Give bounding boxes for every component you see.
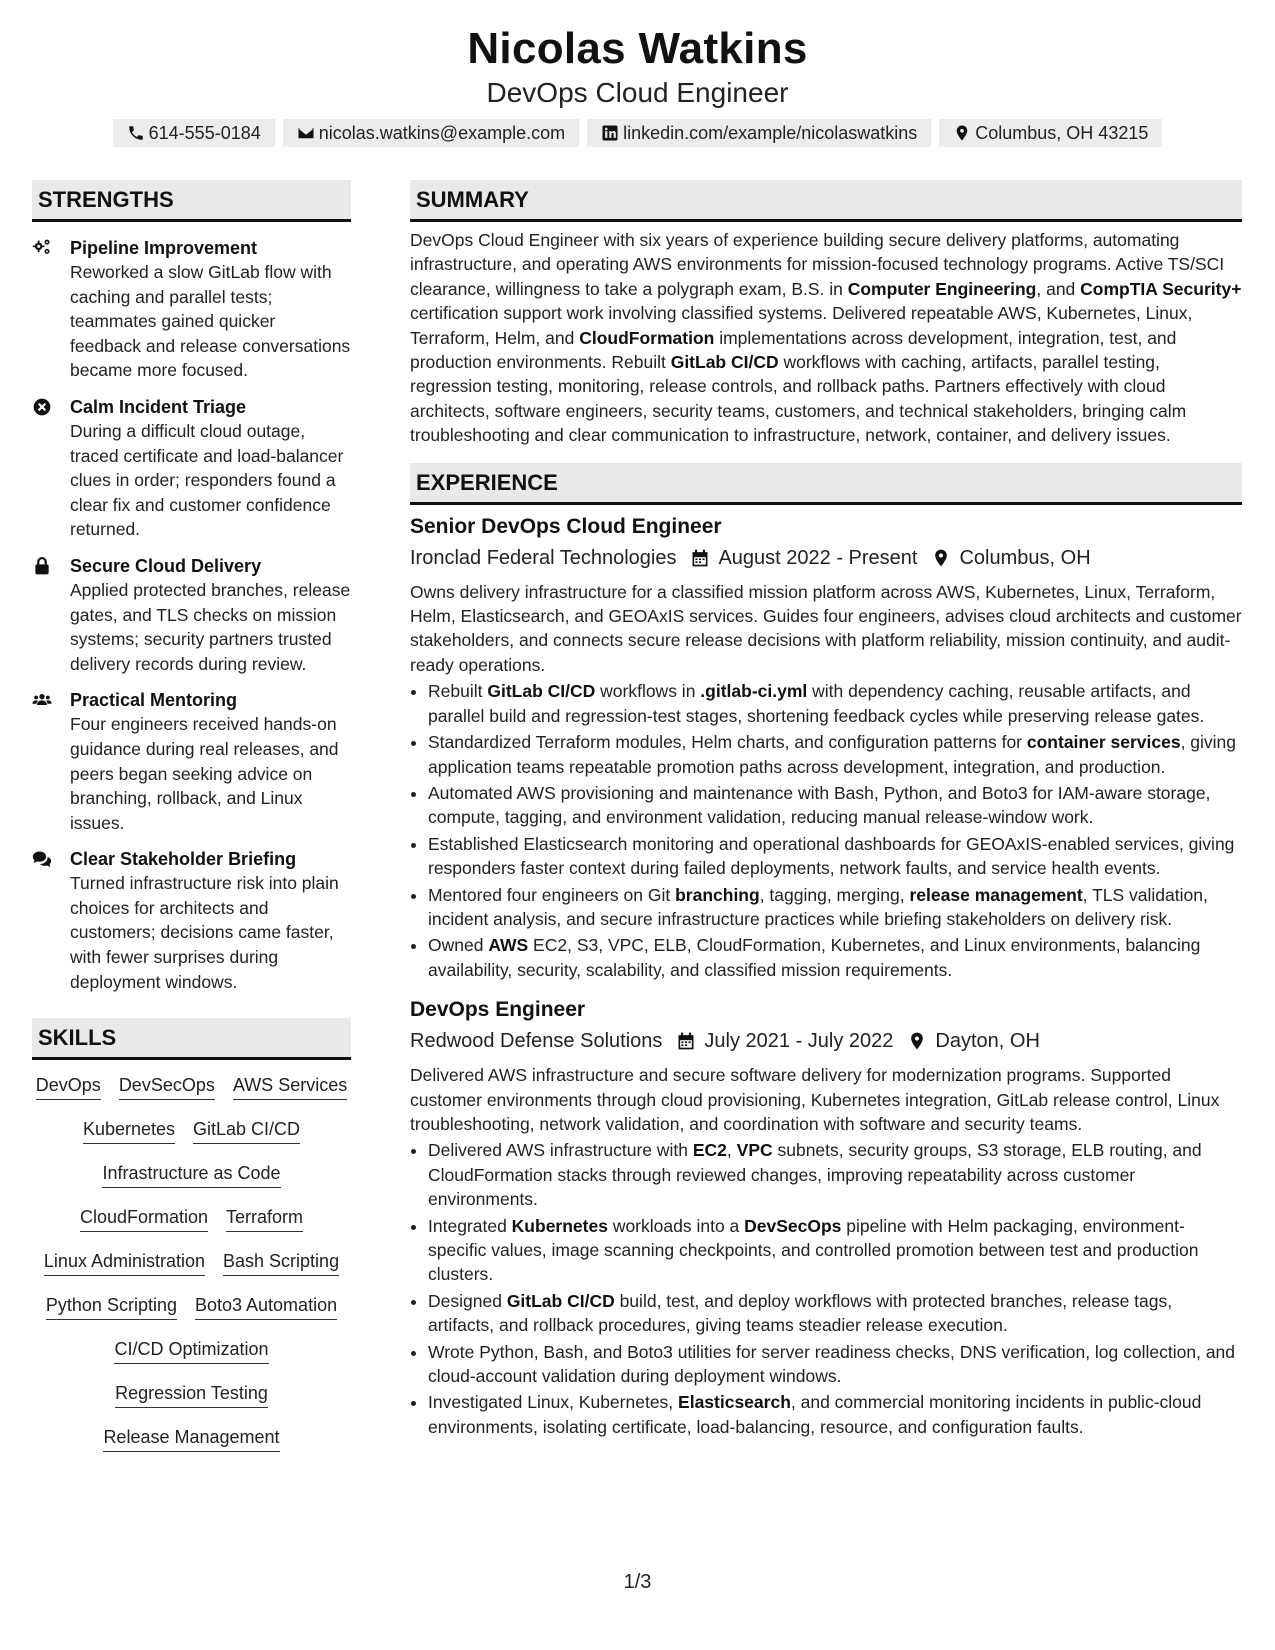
contact-phone[interactable] xyxy=(113,119,275,147)
left-column xyxy=(32,180,351,1452)
skill-tag: CloudFormation xyxy=(80,1206,208,1232)
bullet-text: Established Elasticsearch monitoring and operational dashboards for GEOAxIS-enabled services, giving responders faster context during failed deployments, network faults, and service health events. xyxy=(428,833,1235,879)
skill-tag: Infrastructure as Code xyxy=(102,1162,280,1188)
bullet-text: EC2, S3, VPC, ELB, CloudFormation, Kubernetes, and Linux environments, balancing availability, security, scalability, and classified mission requirements. xyxy=(428,935,1201,980)
job-entry xyxy=(410,996,1242,1439)
job-company: Ironclad Federal Technologies xyxy=(410,546,677,569)
summary-segment: certification support work involving classified systems. Delivered repeatable AWS, Kubernetes, Linux, Terraform, Helm, and xyxy=(410,303,1193,348)
page-number: 1/3 xyxy=(623,1571,652,1593)
summary-segment: DevOps Cloud Engineer with six years of experience building secure delivery platforms, automating infrastructure, and operating AWS environments for mission-focused technology programs. Active TS/SCI clearance, willingness to take a polygraph exam, B.S. in xyxy=(410,230,1225,299)
strength-title: Clear Stakeholder Briefing xyxy=(70,849,297,870)
bullet-text: Automated AWS provisioning and maintenance with Bash, Python, and Boto3 for IAM-aware storage, compute, tagging, and environment validation, reducing manual release-window work. xyxy=(428,782,1211,828)
job-meta xyxy=(410,1027,1242,1055)
bullet-text: Investigated Linux, Kubernetes, xyxy=(428,1392,679,1413)
summary-segment: workflows with caching, artifacts, parallel testing, regression testing, monitoring, release controls, and rollback paths. Partners effectively with cloud architects, software engineers, security teams, customers, and technical stakeholders, bringing calm troubleshooting and clear communication to infrastructure, network, container, and delivery issues. xyxy=(410,352,1187,446)
strengths-heading: STRENGTHS xyxy=(32,180,351,222)
bullet-emphasis: branching xyxy=(675,884,760,905)
skill-tag: GitLab CI/CD xyxy=(193,1118,300,1144)
skill-tag: CI/CD Optimization xyxy=(114,1338,268,1364)
bullet-text: pipeline with Helm packaging, environment-specific values, image scanning checkpoints, and controlled promotion between test and production clusters. xyxy=(428,1215,1199,1285)
bullet-emphasis: Kubernetes xyxy=(511,1215,608,1236)
bullet-item xyxy=(428,933,1242,982)
summary-emphasis: Computer Engineering xyxy=(847,278,1037,299)
bullet-item xyxy=(428,1390,1242,1439)
map-marker-icon xyxy=(931,548,951,568)
bullet-text: , giving application teams repeatable promotion paths across development, integration, and production. xyxy=(428,732,1237,777)
bullet-text: , and commercial monitoring incidents in public-cloud environments, isolating certificate, load-balancing, resource, and configuration faults. xyxy=(428,1392,1202,1437)
bullet-text: , xyxy=(726,1140,737,1161)
skill-tag: Python Scripting xyxy=(46,1294,177,1320)
bullet-item xyxy=(428,883,1242,932)
bullet-item xyxy=(428,832,1242,881)
skills-heading: SKILLS xyxy=(32,1018,351,1060)
bullet-text: Mentored four engineers on Git xyxy=(428,884,676,905)
map-marker-icon xyxy=(953,124,971,142)
calendar-icon xyxy=(690,548,710,568)
skill-tag: DevSecOps xyxy=(119,1074,215,1100)
bullet-emphasis: .gitlab-ci.yml xyxy=(700,681,808,702)
envelope-icon xyxy=(297,124,315,142)
skill-tag: DevOps xyxy=(36,1074,101,1100)
lock-icon xyxy=(32,556,52,576)
contact-text: nicolas.watkins@example.com xyxy=(318,123,566,143)
phone-icon xyxy=(127,124,145,142)
bullet-item xyxy=(428,1214,1242,1287)
skill-tag: Kubernetes xyxy=(83,1118,175,1144)
bullet-emphasis: GitLab CI/CD xyxy=(506,1290,615,1311)
skill-tag: Linux Administration xyxy=(44,1250,205,1276)
bullet-text: Owned xyxy=(428,935,489,956)
contact-bar xyxy=(0,119,1275,147)
strength-title: Pipeline Improvement xyxy=(70,238,258,258)
bullet-text: with dependency caching, reusable artifacts, and parallel build and regression-test stages, shortening feedback cycles while preserving release gates. xyxy=(428,681,1205,726)
candidate-name: Nicolas Watkins xyxy=(467,24,808,73)
times-circle-icon xyxy=(32,397,52,417)
summary-emphasis: CloudFormation xyxy=(579,327,715,348)
strength-desc: During a difficult cloud outage, traced certificate and load-balancer clues in order; responders found a clear fix and customer confidence returned. xyxy=(70,420,344,540)
bullet-emphasis: Elasticsearch xyxy=(678,1392,791,1413)
summary-emphasis: GitLab CI/CD xyxy=(670,352,779,373)
bullet-text: workflows in xyxy=(595,681,701,702)
summary-text xyxy=(410,228,1242,448)
skills-list xyxy=(32,1060,351,1452)
experience-heading: EXPERIENCE xyxy=(410,463,1242,505)
skill-tag: Regression Testing xyxy=(115,1382,268,1408)
bullet-text: workloads into a xyxy=(607,1215,745,1236)
users-icon xyxy=(32,690,52,710)
job-meta xyxy=(410,544,1242,572)
bullet-emphasis: container services xyxy=(1026,732,1181,753)
bullet-text: Standardized Terraform modules, Helm charts, and configuration patterns for xyxy=(428,732,1027,753)
right-column xyxy=(410,180,1242,1441)
skill-tag: Bash Scripting xyxy=(223,1250,339,1276)
job-entry xyxy=(410,513,1242,983)
job-location: Columbus, OH xyxy=(959,546,1091,569)
job-title: Senior DevOps Cloud Engineer xyxy=(410,514,722,538)
bullet-text: build, test, and deploy workflows with protected branches, release tags, artifacts, and rollback procedures, giving teams steadier release execution. xyxy=(428,1290,1173,1336)
linkedin-icon xyxy=(601,124,619,142)
job-description: Owns delivery infrastructure for a classified mission platform across AWS, Kubernetes, Linux, Terraform, Helm, Elasticsearch, and GEOAxIS services. Guides four engineers, advises cloud architects and customer stakeholders, and connects secure release decisions with platform reliability, mission continuity, and audit-ready operations. xyxy=(410,581,1242,675)
strength-title: Secure Cloud Delivery xyxy=(70,555,262,576)
contact-text: Columbus, OH 43215 xyxy=(975,123,1149,143)
job-title: DevOps Engineer xyxy=(410,998,586,1022)
bullet-emphasis: VPC xyxy=(736,1140,773,1161)
contact-text: 614-555-0184 xyxy=(148,123,261,143)
strength-item xyxy=(32,847,351,994)
bullet-text: Delivered AWS infrastructure with xyxy=(428,1140,693,1161)
strength-item xyxy=(32,236,351,383)
summary-emphasis: CompTIA Security+ xyxy=(1080,278,1242,299)
job-company: Redwood Defense Solutions xyxy=(410,1030,663,1053)
bullet-item xyxy=(428,730,1242,779)
gears-icon xyxy=(32,238,52,258)
bullet-emphasis: EC2 xyxy=(692,1140,727,1161)
comments-icon xyxy=(32,849,52,869)
calendar-icon xyxy=(676,1031,696,1051)
bullet-emphasis: release management xyxy=(909,884,1083,905)
bullet-text: Rebuilt xyxy=(428,681,488,702)
strengths-list xyxy=(32,222,351,994)
job-bullets xyxy=(410,1138,1242,1439)
bullet-text: , tagging, merging, xyxy=(759,884,910,905)
bullet-item xyxy=(428,1138,1242,1211)
contact-email[interactable] xyxy=(283,119,579,147)
strength-desc: Turned infrastructure risk into plain choices for architects and customers; decisions came faster, with fewer surprises during deployment windows. xyxy=(70,873,339,992)
bullet-item xyxy=(428,679,1242,728)
map-marker-icon xyxy=(907,1031,927,1051)
strength-item xyxy=(32,554,351,676)
job-bullets xyxy=(410,679,1242,982)
strength-title: Practical Mentoring xyxy=(70,690,238,711)
job-location: Dayton, OH xyxy=(935,1030,1040,1053)
skill-tag: AWS Services xyxy=(233,1074,347,1100)
bullet-text: subnets, security groups, S3 storage, ELB routing, and CloudFormation stacks through reviewed changes, improving repeatability across customer environments. xyxy=(428,1140,1202,1210)
bullet-emphasis: AWS xyxy=(488,935,529,956)
summary-segment: implementations across development, integration, test, and production environments. Rebuilt xyxy=(410,327,1177,373)
bullet-text: Wrote Python, Bash, and Boto3 utilities for server readiness checks, DNS verification, log collection, and cloud-account validation during deployment windows. xyxy=(428,1341,1236,1387)
strength-item xyxy=(32,395,351,542)
bullet-emphasis: DevSecOps xyxy=(744,1215,842,1236)
bullet-item xyxy=(428,1289,1242,1338)
bullet-item xyxy=(428,1340,1242,1389)
skill-tag: Boto3 Automation xyxy=(195,1294,337,1320)
contact-location xyxy=(939,119,1162,147)
resume-header xyxy=(0,0,1275,147)
strength-desc: Four engineers received hands-on guidance during real releases, and peers began seeking advice on branching, rollback, and Linux issues. xyxy=(70,714,339,833)
candidate-title: DevOps Cloud Engineer xyxy=(486,77,789,108)
contact-text: linkedin.com/example/nicolaswatkins xyxy=(623,123,918,143)
bullet-emphasis: GitLab CI/CD xyxy=(487,681,596,702)
summary-segment: , and xyxy=(1036,278,1081,299)
job-dates: August 2022 - Present xyxy=(718,546,918,569)
bullet-item xyxy=(428,781,1242,830)
skill-tag: Terraform xyxy=(226,1206,303,1232)
strength-item xyxy=(32,688,351,835)
job-dates: July 2021 - July 2022 xyxy=(704,1030,894,1053)
skill-tag: Release Management xyxy=(103,1426,279,1452)
job-description: Delivered AWS infrastructure and secure software delivery for modernization programs. Supported customer environments through cloud provisioning, Kubernetes integration, GitLab release control, Linux troubleshooting, network validation, and coordination with software and security teams. xyxy=(410,1065,1220,1134)
bullet-text: Integrated xyxy=(428,1215,512,1236)
summary-heading: SUMMARY xyxy=(410,180,1242,222)
strength-desc: Reworked a slow GitLab flow with caching and parallel tests; teammates gained quicker feedback and release conversations became more focused. xyxy=(70,262,351,381)
contact-linkedin[interactable] xyxy=(587,119,931,147)
strength-desc: Applied protected branches, release gates, and TLS checks on mission systems; security partners trusted delivery records during review. xyxy=(70,579,351,674)
bullet-text: Designed xyxy=(428,1290,507,1311)
strength-title: Calm Incident Triage xyxy=(70,396,247,417)
bullet-text: , TLS validation, incident analysis, and secure infrastructure practices while briefing stakeholders on delivery risk. xyxy=(428,884,1208,929)
